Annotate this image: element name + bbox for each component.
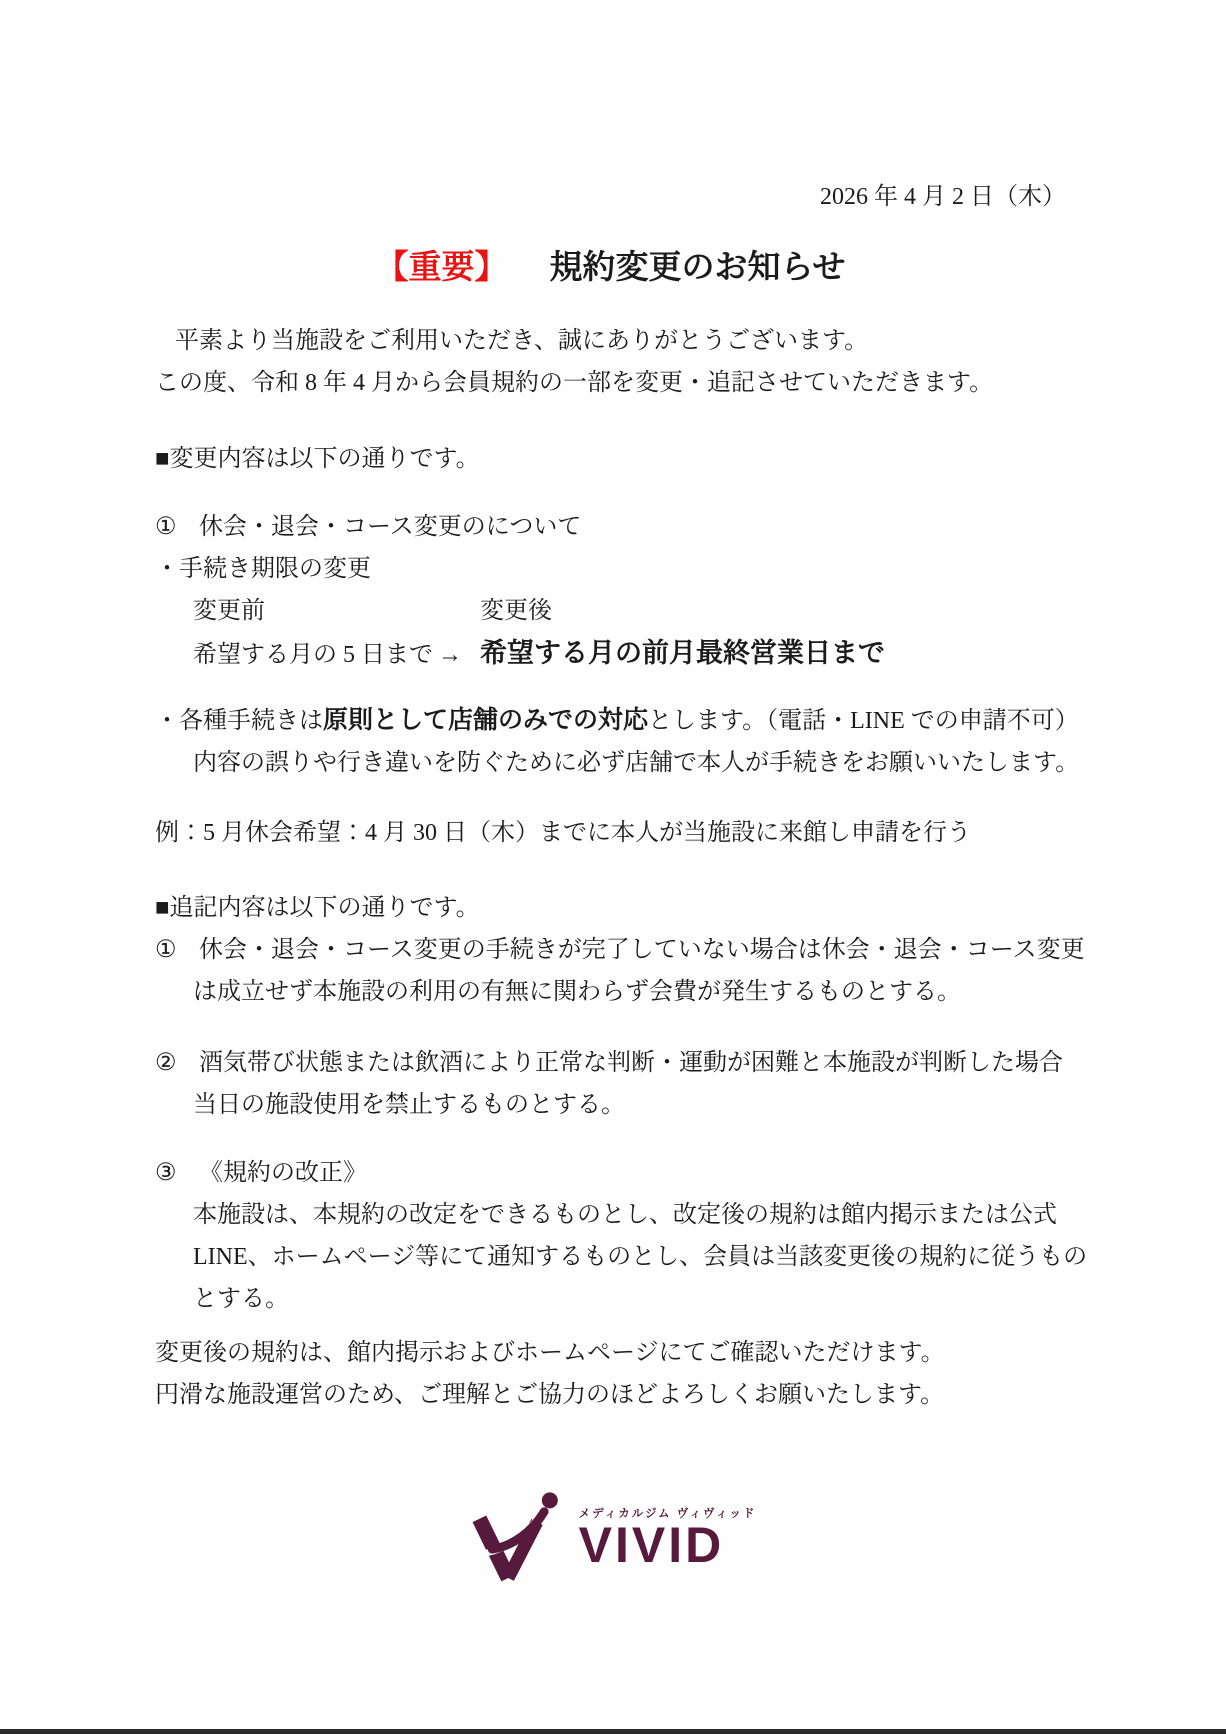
additions-item-1-line-2: は成立せず本施設の利用の有無に関わらず会費が発生するものとする。 [193, 979, 961, 1005]
closing-paragraph [155, 1332, 1066, 1416]
additions-item-3-line-2: 本施設は、本規約の改定をできるものとし、改定後の規約は館内掲示または公式 [193, 1202, 1057, 1228]
important-tag: 【重要】 [375, 250, 508, 286]
bullet-2-suffix: とします。（電話・LINE での申請不可） [648, 708, 1079, 734]
additions-item-3-line-3: LINE、ホームページ等にて通知するものとし、会員は当該変更後の規約に従うもの [193, 1244, 1088, 1270]
additions-heading: ■追記内容は以下の通りです。 [155, 895, 480, 921]
circled-number-1: ① [155, 514, 177, 540]
additions-item-3-text: 《規約の改正》 [199, 1160, 367, 1186]
logo-katakana-text: メディカルジム ヴィヴィッド [578, 1508, 757, 1520]
circled-number-2: ② [155, 1050, 177, 1076]
bullet-2-bold: 原則として店舗のみでの対応 [323, 707, 649, 734]
vivid-logo-mark [465, 1490, 569, 1586]
closing-line-2: 円滑な施設運営のため、ご理解とご協力のほどよろしくお願いたします。 [155, 1382, 945, 1408]
additions-item-3-line-1 [155, 1152, 1066, 1194]
additions-item-3 [155, 1152, 1088, 1320]
after-value: 希望する月の前月最終営業日まで [480, 638, 885, 668]
intro-line-1: 平素より当施設をご利用いただき、誠にありがとうございます。 [175, 328, 869, 354]
changes-bullet-2 [155, 700, 1080, 784]
page-bottom-edge [0, 1729, 1226, 1734]
title-text: 規約変更のお知らせ [549, 250, 846, 286]
additions-item-2 [155, 1042, 1066, 1126]
circled-number-1: ① [155, 937, 177, 963]
additions-item-2-line-1 [155, 1042, 1066, 1084]
changes-bullet-2-line-1 [155, 700, 1079, 742]
before-after-labels [155, 590, 1066, 632]
intro-line-2: この度、令和 8 年 4 月から会員規約の一部を変更・追記させていただきます。 [155, 370, 994, 396]
vivid-logo-text [578, 1507, 757, 1573]
additions-item-3-line-4: とする。 [193, 1286, 289, 1312]
before-value: 希望する月の 5 日まで [193, 642, 433, 668]
vivid-logo [155, 1490, 1066, 1586]
bullet-2-prefix: ・各種手続きは [155, 708, 323, 734]
arrow-glyph: → [438, 642, 462, 668]
changes-heading: ■変更内容は以下の通りです。 [155, 446, 480, 472]
before-after-values [155, 632, 1066, 676]
logo-head-dot [541, 1492, 557, 1508]
document-date: 2026 年 4 月 2 日（木） [820, 184, 1066, 210]
changes-bullet-1: ・手続き期限の変更 [155, 556, 371, 582]
additions-item-2-line-2: 当日の施設使用を禁止するものとする。 [193, 1092, 625, 1118]
page-title [155, 244, 1066, 292]
additions-item-1 [155, 929, 1085, 1013]
after-label: 変更後 [480, 598, 552, 624]
before-label: 変更前 [193, 598, 265, 624]
additions-item-1-line-1 [155, 929, 1085, 971]
intro-paragraph [155, 320, 1066, 404]
changes-bullet-2-line-2: 内容の誤りや行き違いを防ぐために必ず店舗で本人が手続きをお願いいたします。 [193, 750, 1080, 776]
changes-item-1 [155, 506, 1066, 548]
closing-line-1: 変更後の規約は、館内掲示およびホームページにてご確認いただけます。 [155, 1340, 945, 1366]
additions-item-2-text: 酒気帯び状態または飲酒により正常な判断・運動が困難と本施設が判断した場合 [199, 1050, 1063, 1076]
additions-item-1-text: 休会・退会・コース変更の手続きが完了していない場合は休会・退会・コース変更 [199, 937, 1085, 963]
changes-item-1-text: 休会・退会・コース変更のについて [199, 514, 582, 540]
circled-number-3: ③ [155, 1160, 177, 1186]
example-line: 例：5 月休会希望：4 月 30 日（木）までに本人が当施設に来館し申請を行う [155, 820, 971, 846]
logo-brand-text: VIVID [578, 1517, 725, 1573]
